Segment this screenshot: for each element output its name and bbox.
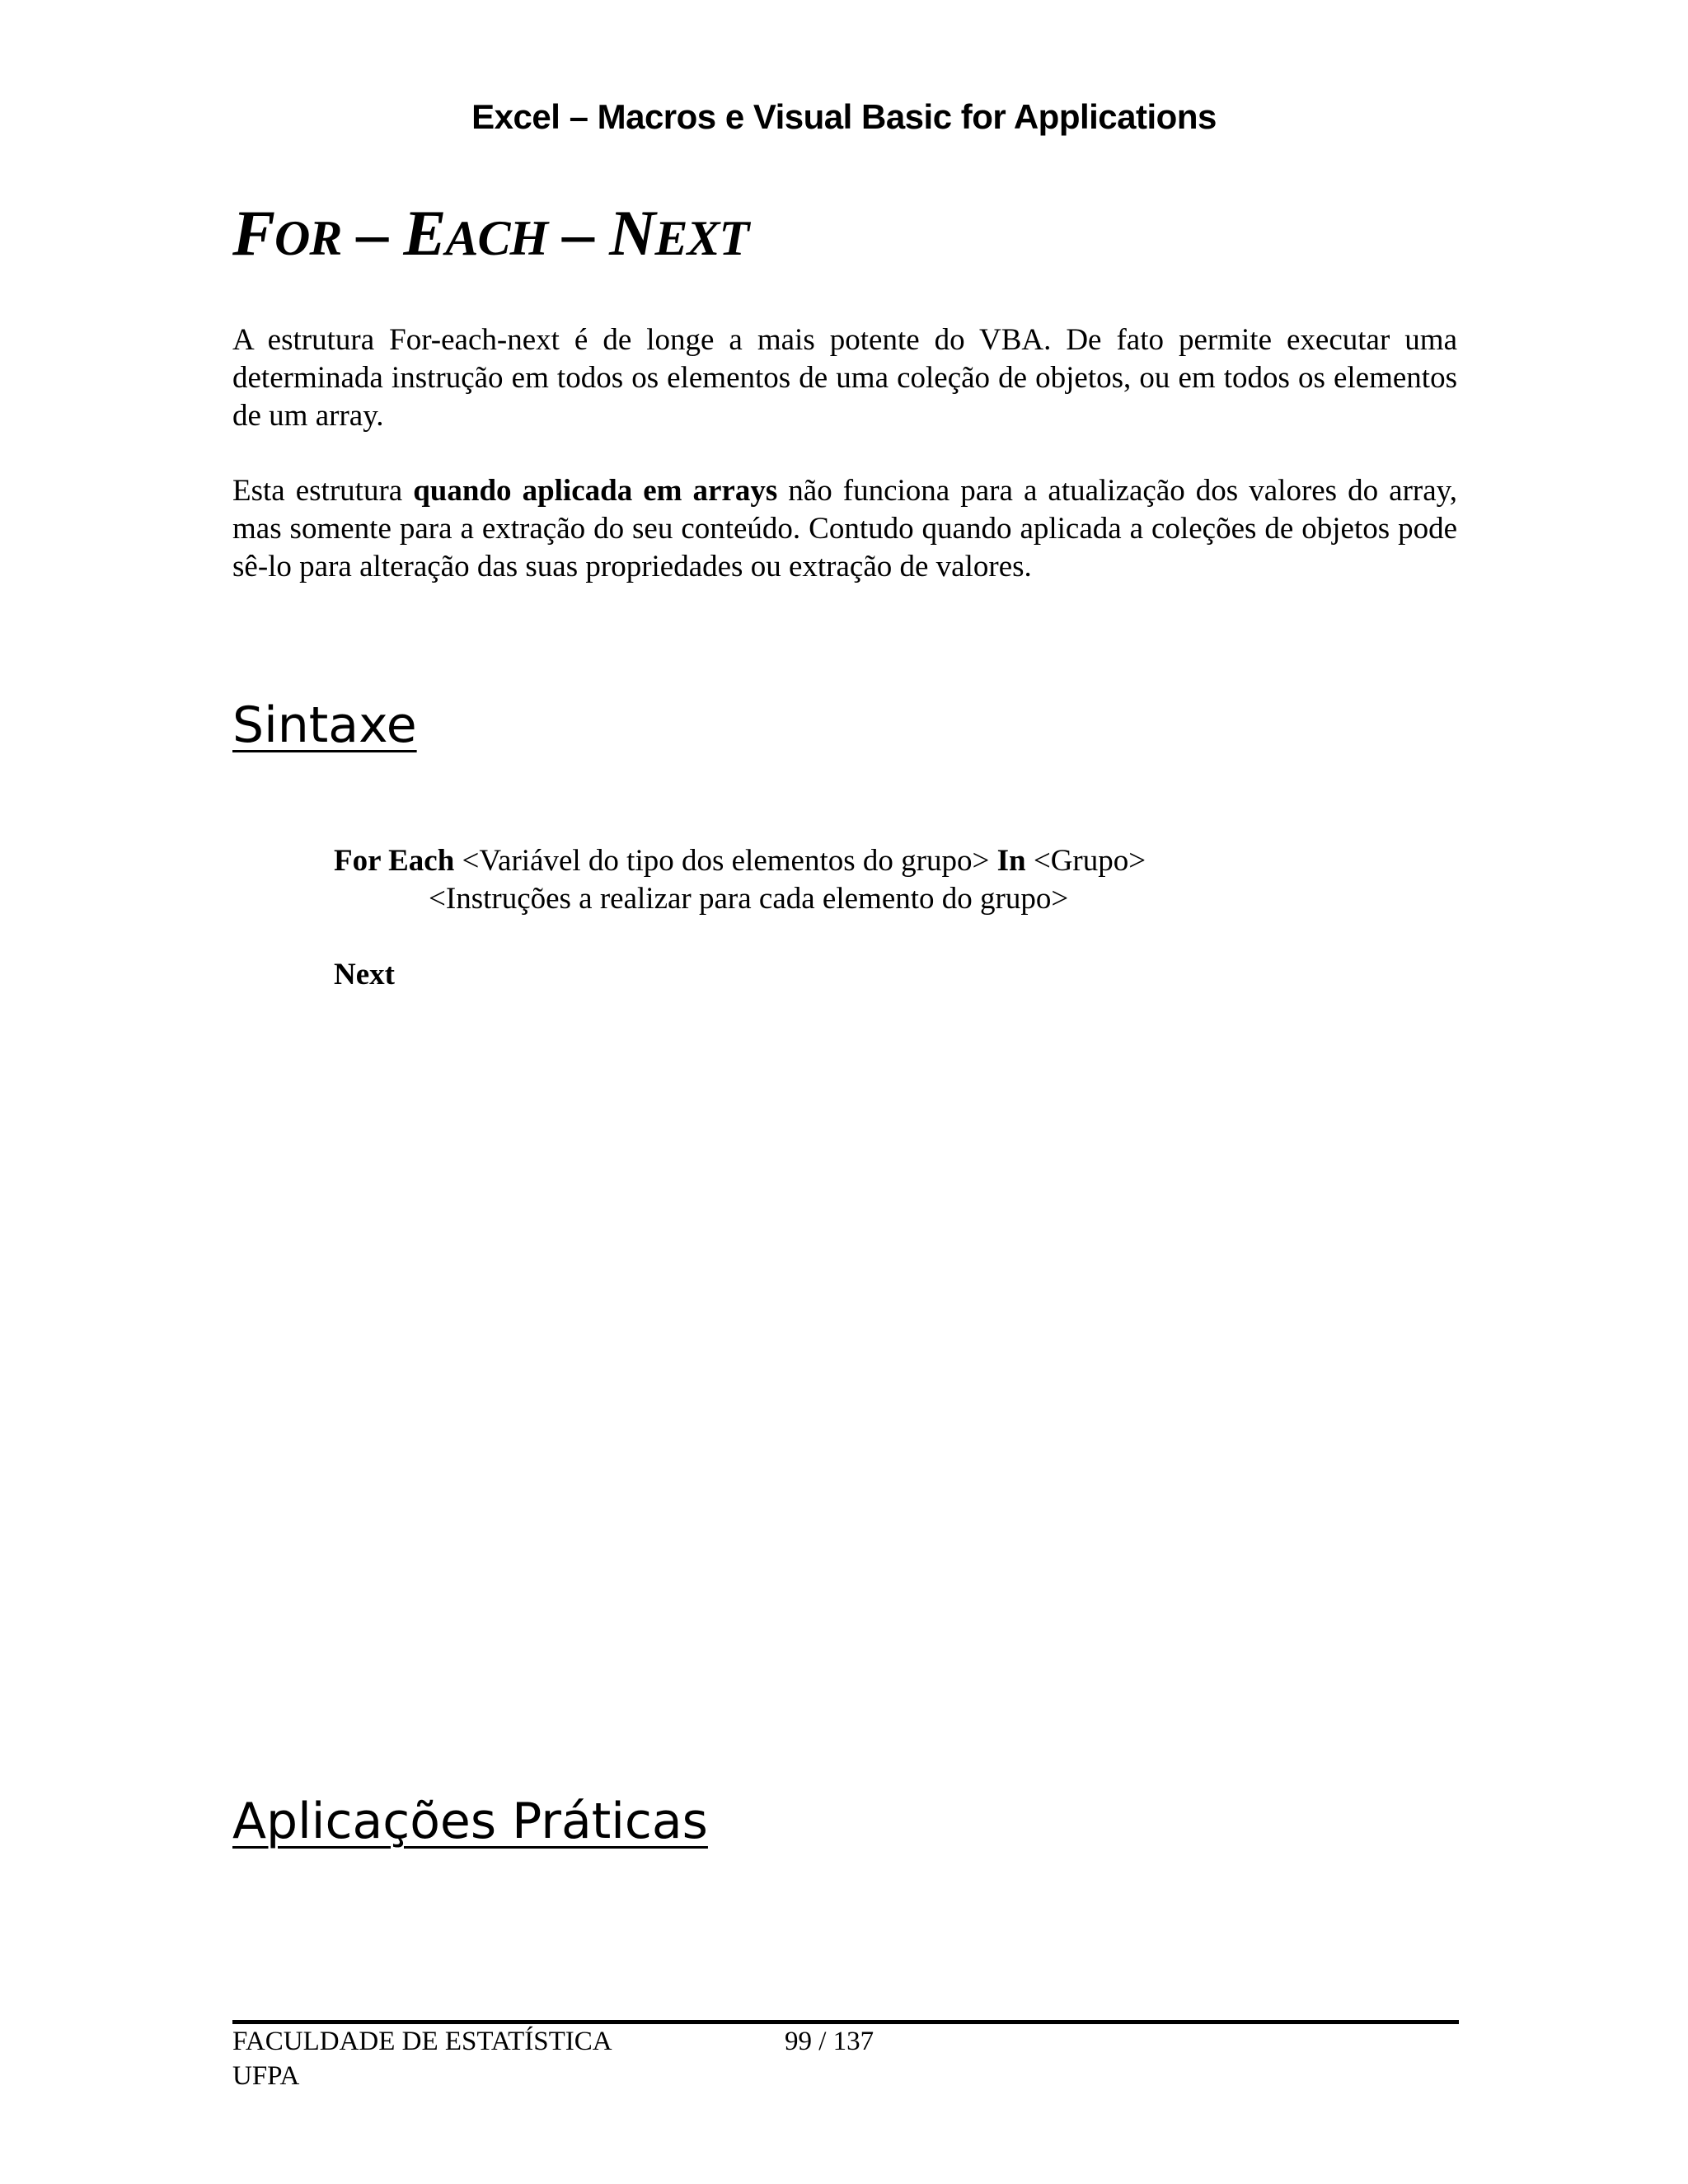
title-for-rest: OR: [274, 211, 342, 265]
footer-institution: [232, 2024, 612, 2093]
arrays-paragraph: [232, 472, 1457, 586]
syntax-line-instructions: <Instruções a realizar para cada elemento do grupo>: [429, 882, 1069, 916]
title-next-rest: EXT: [654, 211, 749, 265]
title-dash-1: –: [341, 197, 404, 269]
syntax-line-next: [334, 956, 395, 994]
keyword-in: In: [996, 844, 1026, 878]
section-heading-syntax: Sintaxe: [232, 696, 417, 754]
arrays-paragraph-bold: quando aplicada em arrays: [413, 474, 778, 508]
keyword-for-each: For Each: [334, 844, 455, 878]
page-number: 99 / 137: [785, 2027, 874, 2056]
running-header: Excel – Macros e Visual Basic for Applications: [471, 97, 1217, 136]
title-each-rest: ACH: [445, 211, 548, 265]
title-dash-2: –: [547, 197, 610, 269]
title-for-initial: F: [232, 197, 275, 269]
page-title: [232, 196, 748, 270]
arrays-paragraph-start: Esta estrutura: [232, 474, 414, 508]
footer-faculty: FACULDADE DE ESTATÍSTICA: [232, 2027, 612, 2056]
keyword-next: Next: [334, 958, 395, 991]
title-each-initial: E: [403, 197, 446, 269]
syntax-group: <Grupo>: [1025, 844, 1146, 878]
footer-university: UFPA: [232, 2061, 300, 2091]
intro-paragraph: A estrutura For-each-next é de longe a mais potente do VBA. De fato permite executar uma determinada instrução em todos os elementos de uma coleção de objetos, ou em todos os elementos de um array.: [232, 323, 1457, 433]
arrays-paragraph-end: não funciona para a atualização dos valores do array, mas somente para a extração do seu conteúdo. Contudo quando aplicada a coleções de objetos pode sê-lo para alteração das suas propriedades ou extração de valores.: [232, 474, 1457, 583]
section-heading-applications: Aplicações Práticas: [232, 1793, 708, 1850]
syntax-variable: <Variável do tipo dos elementos do grupo>: [454, 844, 997, 878]
syntax-line-for-each: [334, 842, 1146, 880]
title-next-initial: N: [609, 197, 655, 269]
